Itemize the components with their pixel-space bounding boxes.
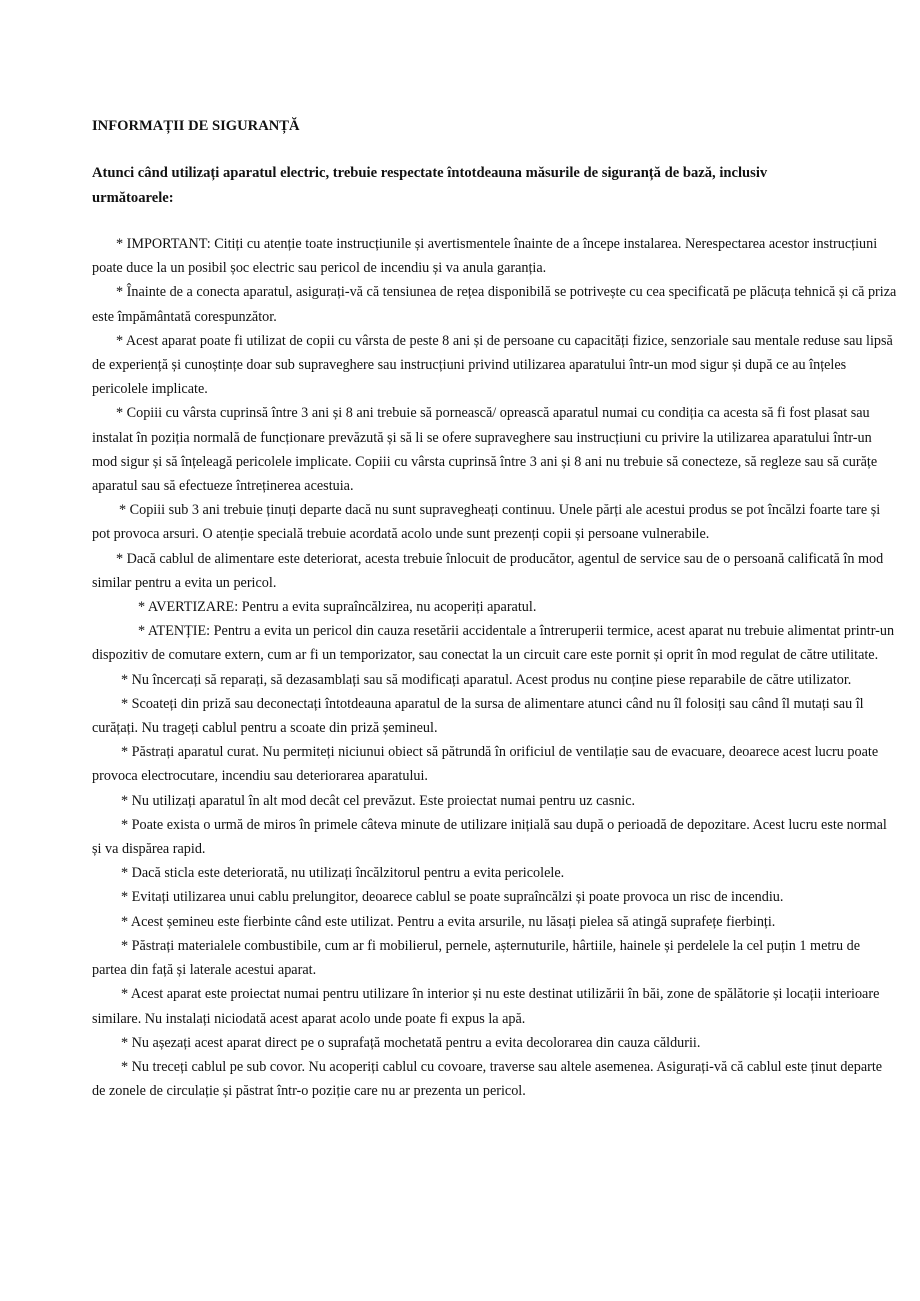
list-item: * Scoateți din priză sau deconectați întotdeauna aparatul de la sursa de alimentare atunci când nu îl folosiți sau când îl mutați sau îl curățați. Nu trageți cablul pentru a scoate din priză șemineul. bbox=[92, 695, 864, 737]
list-item: * Evitați utilizarea unui cablu prelungitor, deoarece cablul se poate supraîncălzi și poate provoca un risc de incendiu. bbox=[121, 889, 784, 906]
list-item: * Nu așezați acest aparat direct pe o suprafață mochetată pentru a evita decolorarea din cauza căldurii. bbox=[121, 1034, 701, 1051]
list-item: * Păstrați aparatul curat. Nu permiteți niciunui obiect să pătrundă în orificiul de ventilație sau de evacuare, deoarece acest lucru poate provoca electrocutare, incendiu sau deteriorarea aparatului. bbox=[92, 744, 879, 785]
intro-paragraph: Atunci când utilizați aparatul electric, trebuie respectate întotdeauna măsurile de siguranță de bază, inclusiv următoarele: bbox=[92, 165, 768, 206]
list-item: * Nu treceți cablul pe sub covor. Nu acoperiți cablul cu covoare, traverse sau altele asemenea. Asigurați-vă că cablul este ținut departe de zonele de circulație și păstrat într-o poziție care nu ar prezenta un pericol. bbox=[92, 1058, 883, 1100]
list-item: * Copiii cu vârsta cuprinsă între 3 ani și 8 ani trebuie să pornească/ oprească aparatul numai cu condiția ca acesta să fi fost plasat sau instalat în poziția normală de funcționare prevăzută și să li se ofere supraveghere sau instrucțiuni cu privire la utilizarea aparatului într-un mod sigur și să înțeleagă pericolele implicate. Copiii cu vârsta cuprinsă între 3 ani și 8 ani nu trebuie să conecteze, să regleze sau să curățe aparatul sau să efectueze întreținerea acestuia. bbox=[92, 405, 878, 495]
list-item: * AVERTIZARE: Pentru a evita supraîncălzirea, nu acoperiți aparatul. bbox=[138, 599, 537, 616]
list-item: * Dacă sticla este deteriorată, nu utilizați încălzitorul pentru a evita pericolele. bbox=[121, 865, 565, 882]
list-item: * Acest aparat poate fi utilizat de copii cu vârsta de peste 8 ani și de persoane cu capacități fizice, senzoriale sau mentale reduse sau lipsă de experiență și cunoștințe doar sub supraveghere sau instrucțiuni privind utilizarea aparatului într-un mod sigur și după ce au înțeles pericolele implicate. bbox=[92, 332, 893, 398]
list-item: * Poate exista o urmă de miros în primele câteva minute de utilizare inițială sau după o perioadă de depozitare. Acest lucru este normal și va dispărea rapid. bbox=[92, 816, 887, 858]
list-item: * Păstrați materialele combustibile, cum ar fi mobilierul, pernele, așternuturile, hârtiile, hainele și perdelele la cel puțin 1 metru de partea din față și laterale acestui aparat. bbox=[92, 937, 861, 979]
list-item: * Copiii sub 3 ani trebuie ținuți departe dacă nu sunt supravegheați continuu. Unele părți ale acestui produs se pot încălzi foarte tare și pot provoca arsuri. O atenție specială trebuie acordată acolo unde sunt prezenți copii și persoane vulnerabile. bbox=[92, 502, 881, 543]
list-item: * Nu utilizați aparatul în alt mod decât cel prevăzut. Este proiectat numai pentru uz casnic. bbox=[121, 792, 636, 809]
list-item: * IMPORTANT: Citiți cu atenție toate instrucțiunile și avertismentele înainte de a începe instalarea. Nerespectarea acestor instrucțiuni poate duce la un posibil șoc electric sau pericol de incendiu și va anula garanția. bbox=[92, 236, 878, 277]
list-item: * Nu încercați să reparați, să dezasamblați sau să modificați aparatul. Acest produs nu conține piese reparabile de către utilizator. bbox=[121, 671, 852, 688]
list-item: * Înainte de a conecta aparatul, asigurați-vă că tensiunea de rețea disponibilă se potrivește cu cea specificată pe plăcuța tehnică și că priza este împământată corespunzător. bbox=[92, 284, 897, 325]
list-item: * Dacă cablul de alimentare este deteriorat, acesta trebuie înlocuit de producător, agentul de service sau de o persoană calificată în mod similar pentru a evita un pericol. bbox=[92, 550, 884, 591]
list-item: * ATENȚIE: Pentru a evita un pericol din cauza resetării accidentale a întreruperii termice, acest aparat nu trebuie alimentat printr-un dispozitiv de comutare extern, cum ar fi un temporizator, sau conectat la un circuit care este pornit și oprit în mod regulat de către utilitate. bbox=[92, 623, 895, 664]
list-item: * Acest aparat este proiectat numai pentru utilizare în interior și nu este destinat utilizării în băi, zone de spălătorie și locații interioare similare. Nu instalați niciodată acest aparat acolo unde poate fi expus la apă. bbox=[92, 986, 880, 1027]
list-item: * Acest șemineu este fierbinte când este utilizat. Pentru a evita arsurile, nu lăsați pielea să atingă suprafețe fierbinți. bbox=[121, 913, 776, 930]
page-title: INFORMAȚII DE SIGURANȚĂ bbox=[92, 118, 300, 134]
safety-instructions-list bbox=[92, 232, 898, 1103]
